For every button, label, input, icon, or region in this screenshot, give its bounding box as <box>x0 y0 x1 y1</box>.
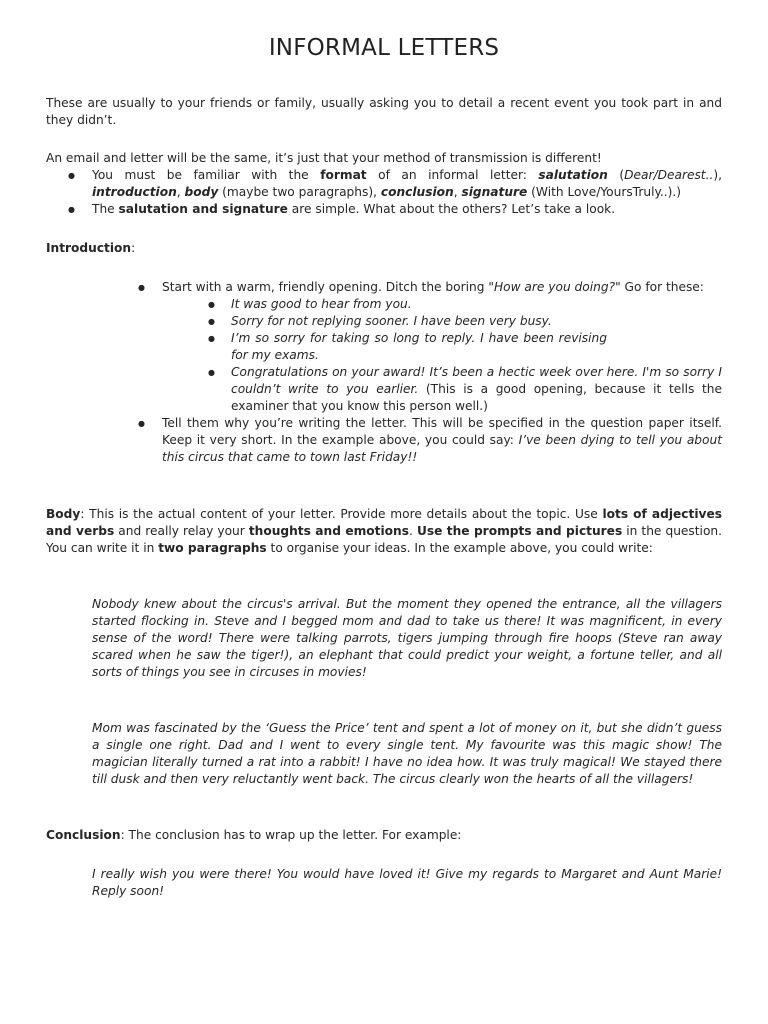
conclusion-paragraph: Conclusion: The conclusion has to wrap up the letter. For example: <box>46 828 462 842</box>
format-section <box>46 150 722 218</box>
introduction-section <box>46 279 722 466</box>
opening-example: ● I’m so sorry for taking so long to reply. I have been revising for my exams. <box>46 330 722 364</box>
email-paragraph: An email and letter will be the same, it’s just that your method of transmission is different! <box>46 151 602 165</box>
format-bullet: ● You must be familiar with the format of an informal letter: salutation (Dear/Dearest..), introduction, body (maybe two paragraphs), conclusion, signature (With Love/YoursTruly..).) <box>46 167 722 201</box>
simple-bullet: ● The salutation and signature are simple. What about the others? Let’s take a look. <box>46 201 722 218</box>
body-example-2: Mom was fascinated by the ‘Guess the Price’ tent and spent a lot of money on it, but she didn’t guess a single one right. Dad and I went to every single tent. My favourite was this magic show! The magician literally turned a rat into a rabbit! I have no idea how. It was truly magical! We stayed there till dusk and then very reluctantly went back. The circus clearly won the hearts of all the villagers! <box>92 721 722 786</box>
body-paragraph: Body: This is the actual content of your letter. Provide more details about the topic. Use lots of adjectives and verbs and really relay your thoughts and emotions. Use the prompts and pictures in the question. You can write it in two paragraphs to organise your ideas. In the example above, you could write: <box>46 507 722 555</box>
intro-paragraph: These are usually to your friends or family, usually asking you to detail a recent event you took part in and they didn’t. <box>46 96 722 127</box>
opening-bullet: ● Start with a warm, friendly opening. Ditch the boring "How are you doing?" Go for these: ● It was good to hear from you. ● Sorry for not replying sooner. I have been very busy. ● I’m so sorry for taking so long to reply. I have been revising for my exams. ● Congratulations on your award! It’s been a hectic week over here. I'm so sorry I couldn’t write to you earlier. (This is a good opening, because it tells the examiner that you know this person well.) <box>46 279 722 415</box>
opening-examples-list <box>46 296 722 415</box>
opening-example: ● Congratulations on your award! It’s been a hectic week over here. I'm so sorry I couldn’t write to you earlier. (This is a good opening, because it tells the examiner that you know this person well.) <box>46 364 722 415</box>
reason-bullet: ● Tell them why you’re writing the letter. This will be specified in the question paper itself. Keep it very short. In the example above, you could say: I’ve been dying to tell you about this circus that came to town last Friday!! <box>46 415 722 466</box>
opening-example: ● It was good to hear from you. <box>46 296 722 313</box>
format-bullet-list <box>46 167 722 218</box>
opening-example: ● Sorry for not replying sooner. I have been very busy. <box>46 313 722 330</box>
body-example-1: Nobody knew about the circus's arrival. But the moment they opened the entrance, all the villagers started flocking in. Steve and I begged mom and dad to take us there! It was magnificent, in every sense of the word! There were talking parrots, tigers jumping through fire hoops (Steve ran away scared when he saw the tiger!), an elephant that could predict your weight, a fortune teller, and all sorts of things you see in circuses in movies! <box>92 597 722 679</box>
introduction-heading: Introduction: <box>46 241 136 255</box>
page-title: INFORMAL LETTERS <box>268 35 500 61</box>
introduction-bullet-list <box>46 279 722 466</box>
conclusion-example: I really wish you were there! You would have loved it! Give my regards to Margaret and Aunt Marie! Reply soon! <box>92 867 722 898</box>
